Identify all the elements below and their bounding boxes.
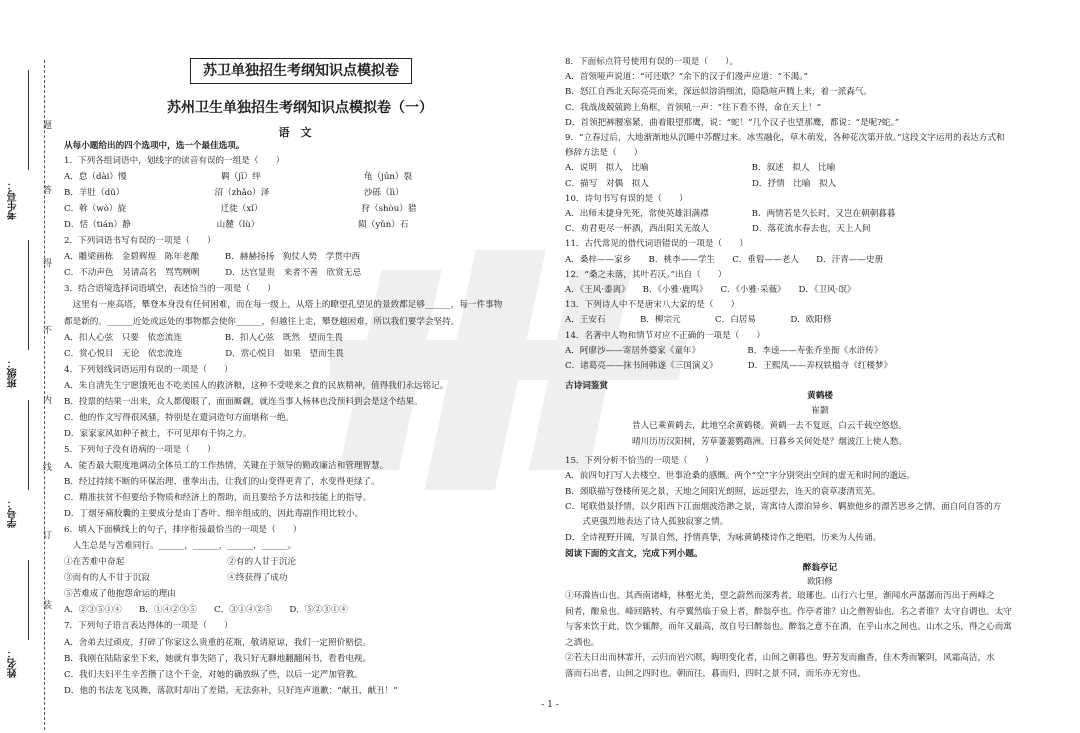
question-line: 都是新的。______近处或远处的事物都会使你______，但越往上走，攀登越困难，所以我们要学会坚持。 bbox=[64, 316, 460, 327]
question-line: A．能否最大限度地调动全体员工的工作热情，关键在于领导的勤政廉洁和管理智慧。 bbox=[64, 460, 389, 471]
seal-mark: 不 bbox=[41, 325, 51, 334]
seal-mark: 内 bbox=[41, 395, 51, 404]
question-line: A．王安石 B．柳宗元 C．白居易 D．欧阳修 bbox=[565, 315, 832, 326]
poem-line: 昔人已乘黄鹤去，此地空余黄鹤楼。黄鹤一去不复返，白云千载空悠悠。 bbox=[632, 421, 908, 431]
question-line: A．阿廖沙——寄居外婆家《童年》 B．李逵——寿张乔坐衙《水浒传》 bbox=[565, 345, 883, 356]
student-number-blank[interactable] bbox=[28, 400, 29, 490]
main-title: 苏州卫生单独招生考纲知识点模拟卷（一） bbox=[167, 100, 433, 116]
poem-author: 崔颢 bbox=[811, 406, 829, 416]
question-line: D．他的书法龙飞凤舞，落款时却出了差错，无法弥补，只好连声道歉：“献丑，献丑！” bbox=[64, 685, 398, 696]
question-stem: 3．结合语境选择词语填空，表述恰当的一项是（ ） bbox=[64, 284, 276, 295]
seal-mark: 题 bbox=[41, 120, 51, 129]
seal-mark: 得 bbox=[41, 258, 51, 267]
seal-mark: 线 bbox=[41, 462, 51, 471]
question-line: ②若夫日出而林霏开，云归而岩穴暝，晦明变化者，山间之朝暮也。野芳发而幽香，佳木秀而繁阴，风霜高洁，水 bbox=[565, 653, 995, 664]
question-line: B．我刚在陆陆家坐下来，她就有事失陪了，我只好无聊地翻翻闲书，看看电视。 bbox=[64, 653, 372, 664]
question-line: C．尾联借景抒情，以夕阳西下江面烟波浩渺之景，寄寓诗人漂泊异乡、羁旅他乡的漂苦思乡之情，面自问自答的方 bbox=[565, 501, 1002, 512]
question-line: C．不动声色 另请高名 骂骂咧咧 D．达官显贵 来者不善 欣赏无忌 bbox=[64, 268, 362, 279]
question-line: 修辞方法是（ ） bbox=[565, 148, 643, 159]
exam-number-blank[interactable] bbox=[28, 70, 29, 170]
question-line: 与客来饮于此，饮少辄醉，而年又最高，故自号曰醉翁也。醉翁之意不在酒，在乎山水之间也。山水之乐，得之心而寓 bbox=[565, 622, 1012, 633]
question-line: C．我们夫妇平生辛苦攒了这个千金，对她的确放纵了些，以后一定严加管教。 bbox=[64, 669, 363, 680]
question-stem: 8．下面标点符号使用有误的一项是（ ）。 bbox=[565, 57, 739, 67]
question-stem: 11．古代常见的借代词语错误的一项是（ ） bbox=[565, 239, 748, 250]
question-line: A．舍弟去过顽皮，打碎了你家这么贵重的花瓶，敬请原谅，我们一定照价赔偿。 bbox=[64, 637, 371, 648]
poem-line: 晴川历历汉阳树，芳草萋萋鹦鹉洲。日暮乡关何处是？烟波江上使人愁。 bbox=[632, 437, 908, 447]
question-line: 这里有一座高塔，攀登本身没有任何困难，而在每一级上，从塔上的瞭望孔望见的景致都足够______，每一件事物 bbox=[64, 300, 503, 311]
seal-mark: 装 bbox=[41, 600, 51, 609]
question-line: C．赏心悦目 无论 依恋流连 D．赏心悦目 如果 望而生畏 bbox=[64, 348, 344, 359]
question-line: A．首领哑声说道：“可还歇？”余下的汉子们漫声应道：“不渴。” bbox=[565, 72, 808, 83]
class-blank[interactable] bbox=[28, 240, 29, 350]
question-stem: 4．下列划线词语运用有误的一项是（ ） bbox=[64, 364, 233, 375]
prose-title: 醉翁亭记 bbox=[802, 563, 838, 573]
question-stem: 9．“立春过后，大地渐渐地从沉睡中苏醒过来。冰雪融化，草木萌发，各种花次第开放。”这段文字运用的表达方式和 bbox=[565, 133, 1005, 143]
question-line: 人生总是与苦难同行。______，______，______，______。 bbox=[64, 541, 297, 552]
question-line: A．前四句打写人去楼空、世事沧桑的感慨。两个“空”字分别突出空间的虚无和时间的邈远。 bbox=[565, 471, 916, 482]
question-line: ⑤苦难成了他抱怨命运的理由 bbox=[64, 589, 176, 600]
question-stem: 5．下列句子没有语病的一项是（ ） bbox=[64, 444, 216, 455]
question-line: C．斡（wò）旋 迁徙（xǐ） 狩（shòu）猎 bbox=[64, 204, 417, 215]
question-line: A．桑梓——家乡 B．桃李——学生 C．垂髫——老人 D．汗青——史册 bbox=[565, 254, 884, 265]
question-line: C．描写 对偶 拟人 D．抒情 比喻 拟人 bbox=[565, 178, 837, 189]
question-line: A．朱自清先生宁愿饿死也不吃美国人的救济粮，这种不受嗟来之食的民族精神，值得我们永远铭记。 bbox=[64, 380, 449, 391]
question-line: A．雕梁画栋 金碧辉煌 陈年老酿 B．赫赫扬扬 狗仗人势 学贯中西 bbox=[64, 252, 361, 263]
question-line: C．我战战兢兢跨上角框，首领吼一声：“往下看不得，命在天上！” bbox=[565, 102, 821, 113]
poem-section-heading: 古诗词鉴赏 bbox=[565, 381, 608, 391]
question-line: C．劝君更尽一杯酒，西出阳关无故人 D．落花流水春去也，天上人间 bbox=[565, 224, 871, 235]
prose-instruction: 阅读下面的文言文，完成下列小题。 bbox=[565, 549, 703, 559]
question-stem: 10．诗句书写有误的是（ ） bbox=[565, 193, 688, 204]
name-blank[interactable] bbox=[28, 560, 29, 640]
question-line: A．怠（dài）慢 羁（jī）绊 龟（jūn）裂 bbox=[64, 172, 413, 183]
seal-mark: 订 bbox=[41, 530, 51, 539]
question-line: C．精准扶贫不但要给予物质和经济上的帮助，而且要给予方法和技能上的指导。 bbox=[64, 493, 372, 504]
question-line: C．他的作文写得很风骚，特别是在遣词造句方面堪称一绝。 bbox=[64, 412, 295, 423]
question-stem: 15．下列分析不恰当的一项是（ ） bbox=[565, 456, 714, 466]
question-line: A．扣人心弦 只要 依恋流连 B．扣人心弦 既然 望而生畏 bbox=[64, 332, 343, 343]
question-line: D．家家家风如种子被土，不可见却有千钧之力。 bbox=[64, 428, 252, 439]
question-stem: 1．下列各组词语中，划线字的读音有误的一组是（ ） bbox=[64, 156, 285, 166]
seal-mark: 答 bbox=[41, 185, 51, 194]
question-line: 落而石出者，山间之四时也。朝而往，暮而归，四时之景不同，而乐亦无穷也。 bbox=[565, 669, 866, 679]
question-line: B．羊肚（dǔ） 沼（zhǎo）泽 沙砾（lì） bbox=[64, 188, 404, 199]
question-line: B．投票的结果一出来，众人都傻眼了，面面厮觑，就连当事人杨林也没预料到会是这个结果。 bbox=[64, 396, 423, 407]
question-line: A．②③⑤①④ B．①④②③⑤ C．③①④②⑤ D．⑤②③①④ bbox=[64, 605, 348, 616]
name-label: 姓名： bbox=[8, 648, 19, 678]
binding-sidebar bbox=[0, 0, 62, 733]
question-stem: 6．填入下面横线上的句子，排序衔接最恰当的一项是（ ） bbox=[64, 525, 302, 536]
question-line: B．怒江自西北天际亮亮而来，深远似溶消细流，隐隐喧声腾上来，着一派森气。 bbox=[565, 87, 873, 98]
section-instruction: 从每小题给出的四个选项中，选一个最佳选项。 bbox=[64, 141, 245, 151]
question-line: 间者，酿泉也。峰回路转，有亭翼然临于泉上者，醉翁亭也。作亭者谁？山之僧智仙也。名之者谁？太守自谓也。太守 bbox=[565, 606, 1012, 617]
page-number: - 1 - bbox=[541, 700, 559, 710]
question-stem: 2．下列词语书写有误的一项是（ ） bbox=[64, 236, 216, 247]
question-line: B．经过持续不断的环保治理、重拳出击，让我们的山变得更青了，水变得更绿了。 bbox=[64, 477, 380, 487]
subject-title: 语 文 bbox=[278, 126, 312, 139]
question-line: D．丁烟牙痛胶囊的主要成分是由丁香叶、细辛组成的，因此毒副作用比较小。 bbox=[64, 509, 364, 520]
exam-number-label: 考生号： bbox=[8, 180, 19, 220]
question-stem: 14．名著中人物和情节对应不正确的一项是（ ） bbox=[565, 330, 765, 341]
question-line: D．全诗视野开阔，写景自然，抒情真挚，为咏黄鹤楼诗作之绝唱，历来为人传诵。 bbox=[565, 532, 882, 543]
box-title: 苏卫单独招生考纲知识点模拟卷 bbox=[190, 58, 412, 84]
question-line: C．诸葛亮——抹书间韩遂《三国演义》 D．王熙凤——弄权铁槛寺《红楼梦》 bbox=[565, 361, 893, 371]
question-line: D．恬（tián）静 山麓（lù） 陨（yǔn）石 bbox=[64, 220, 409, 231]
question-line: 之酒也。 bbox=[565, 637, 600, 648]
question-stem: 12．“桑之未落，其叶若沃。”出自（ ） bbox=[565, 269, 727, 280]
question-line: ①环滁皆山也。其西南诸峰，林壑尤美，望之蔚然而深秀者，琅琊也。山行六七里，渐闻水声潺潺而泻出于两峰之 bbox=[565, 591, 995, 601]
poem-title: 黄鹤楼 bbox=[807, 391, 833, 401]
question-line: D．首领把裤腰塞紧，曲着眼望那鹰，说：“蛇！”几个汉子也望那鹰，都说：“是呢?蛇。” bbox=[565, 117, 900, 128]
student-number-label: 学号： bbox=[8, 498, 19, 528]
question-line: A．说明 拟人 比喻 B．叙述 拟人 比喻 bbox=[565, 163, 836, 174]
question-line: B．颈联描写登楼所见之景，天地之间阳光朗照，远远望去，连天的衰草凄清荒芜。 bbox=[565, 486, 881, 497]
question-line: ①在苦难中奋起 ②有的人甘于沉沦 bbox=[64, 557, 297, 568]
prose-author: 欧阳修 bbox=[807, 577, 833, 587]
question-line: ③而有的人不甘于沉寂 ④终获得了成功 bbox=[64, 573, 288, 584]
class-label: 班级： bbox=[8, 358, 19, 388]
question-stem: 7．下列句子语言表达得体的一项是（ ） bbox=[64, 621, 233, 632]
question-line: 式更强烈地表达了诗人孤独寂寥之情。 bbox=[565, 517, 729, 528]
question-line: A．《王风·黍离》 B．《小雅·鹿鸣》 C．《小雅·采薇》 D．《卫风·氓》 bbox=[565, 285, 856, 295]
question-stem: 13．下列诗人中不是唐宋八大家的是（ ） bbox=[565, 300, 740, 311]
question-line: A．出师未捷身先死，常使英雄泪满襟 B．两情若是久长时，又岂在朝朝暮暮 bbox=[565, 209, 896, 219]
